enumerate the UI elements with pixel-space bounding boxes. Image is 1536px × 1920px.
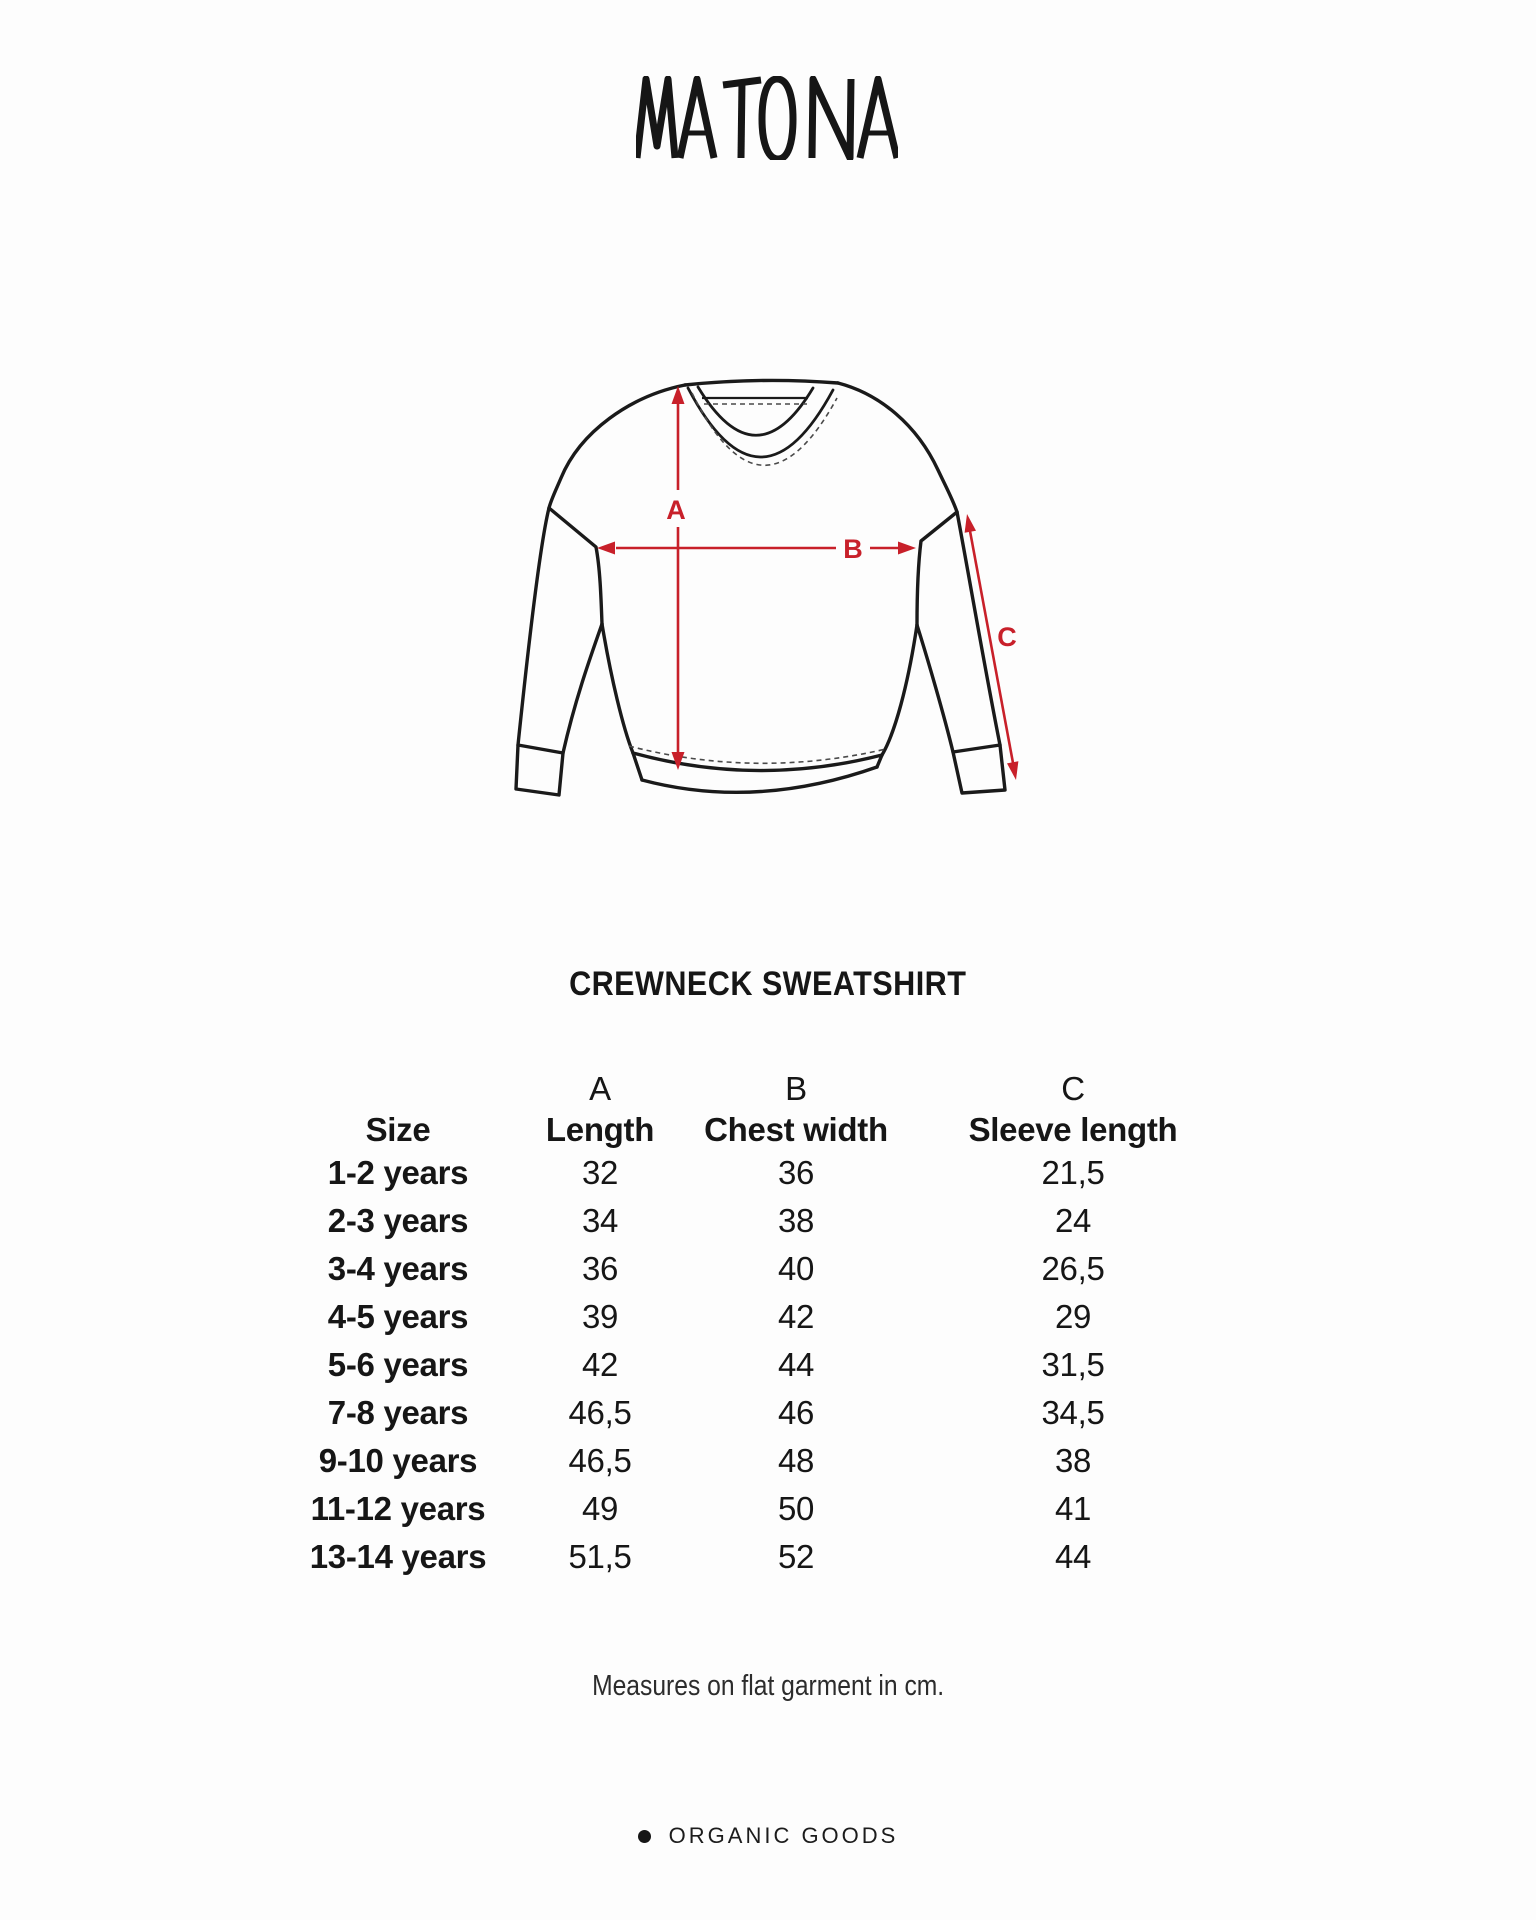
size-table-body bbox=[280, 1149, 1238, 1581]
length-value-cell: 46,5 bbox=[568, 1394, 632, 1431]
brand-logo-image bbox=[636, 76, 898, 160]
length-value-cell: 34 bbox=[581, 1202, 619, 1239]
measure-letter-b: B bbox=[785, 1070, 807, 1107]
sweatshirt-outline bbox=[516, 380, 1005, 795]
col-header-sleeve-length: Sleeve length bbox=[968, 1111, 1178, 1148]
size-label-cell: 5-6 years bbox=[327, 1346, 469, 1383]
size-table bbox=[280, 1067, 1238, 1581]
length-value-cell: 39 bbox=[581, 1298, 619, 1335]
logo-letter-a1 bbox=[680, 79, 714, 158]
chest-width-value-cell: 42 bbox=[777, 1298, 815, 1335]
table-row bbox=[280, 1533, 1238, 1581]
table-row bbox=[280, 1437, 1238, 1485]
arrow-label-c: C bbox=[997, 622, 1017, 652]
sleeve-length-value-cell: 34,5 bbox=[1041, 1394, 1105, 1431]
chest-width-value-cell: 46 bbox=[777, 1394, 815, 1431]
table-row bbox=[280, 1293, 1238, 1341]
measure-arrow-c bbox=[965, 514, 1019, 780]
footer-label: ORGANIC GOODS bbox=[668, 1823, 899, 1848]
measure-arrow-a bbox=[666, 386, 686, 770]
length-value-cell: 46,5 bbox=[568, 1442, 632, 1479]
size-label-cell: 9-10 years bbox=[318, 1442, 478, 1479]
col-header-length: Length bbox=[545, 1111, 655, 1148]
logo-letter-m bbox=[637, 79, 675, 158]
table-row bbox=[280, 1485, 1238, 1533]
col-header-chest-width: Chest width bbox=[704, 1111, 888, 1148]
brand-logo-text bbox=[0, 0, 1, 1]
size-label-cell: 13-14 years bbox=[309, 1538, 487, 1575]
chest-width-value-cell: 44 bbox=[777, 1346, 815, 1383]
size-label-cell: 3-4 years bbox=[327, 1250, 469, 1287]
sweatshirt-diagram bbox=[475, 360, 1095, 830]
length-value-cell: 32 bbox=[581, 1154, 619, 1191]
table-row bbox=[280, 1245, 1238, 1293]
sleeve-length-value-cell: 24 bbox=[1054, 1202, 1092, 1239]
length-value-cell: 49 bbox=[581, 1490, 619, 1527]
logo-letter-t bbox=[723, 80, 761, 158]
bullet-dot-icon bbox=[638, 1830, 651, 1843]
table-row bbox=[280, 1149, 1238, 1197]
sleeve-length-value-cell: 31,5 bbox=[1041, 1346, 1105, 1383]
collar-detail bbox=[688, 387, 833, 457]
measure-arrow-b bbox=[597, 534, 916, 564]
measure-letter-row bbox=[280, 1067, 1238, 1111]
table-row bbox=[280, 1341, 1238, 1389]
sleeve-length-value-cell: 44 bbox=[1054, 1538, 1092, 1575]
size-label-cell: 2-3 years bbox=[327, 1202, 469, 1239]
sleeve-length-value-cell: 26,5 bbox=[1041, 1250, 1105, 1287]
page-title: CREWNECK SWEATSHIRT bbox=[569, 965, 967, 1003]
measure-letter-a: A bbox=[589, 1070, 611, 1107]
length-value-cell: 51,5 bbox=[568, 1538, 632, 1575]
chest-width-value-cell: 52 bbox=[777, 1538, 815, 1575]
logo-letter-n bbox=[812, 79, 851, 158]
right-cuff bbox=[953, 745, 1005, 793]
col-header-size: Size bbox=[365, 1111, 431, 1148]
size-label-cell: 1-2 years bbox=[327, 1154, 469, 1191]
size-label-cell: 11-12 years bbox=[310, 1490, 486, 1527]
chest-width-value-cell: 40 bbox=[777, 1250, 815, 1287]
length-value-cell: 42 bbox=[581, 1346, 619, 1383]
sleeve-length-value-cell: 29 bbox=[1054, 1298, 1092, 1335]
stitch-lines bbox=[629, 393, 886, 763]
chest-width-value-cell: 38 bbox=[777, 1202, 815, 1239]
measure-letter-c: C bbox=[1061, 1070, 1085, 1107]
arrow-label-a: A bbox=[666, 495, 686, 525]
table-row bbox=[280, 1389, 1238, 1437]
chest-width-value-cell: 50 bbox=[777, 1490, 815, 1527]
logo-letter-a2 bbox=[860, 79, 897, 158]
column-header-row bbox=[280, 1111, 1238, 1149]
measurement-note: Measures on flat garment in cm. bbox=[591, 1670, 945, 1702]
chest-width-value-cell: 36 bbox=[777, 1154, 815, 1191]
sleeve-length-value-cell: 21,5 bbox=[1041, 1154, 1105, 1191]
left-cuff bbox=[516, 745, 563, 795]
sleeve-length-value-cell: 38 bbox=[1054, 1442, 1092, 1479]
logo-letter-o bbox=[762, 79, 793, 159]
size-label-cell: 7-8 years bbox=[327, 1394, 469, 1431]
table-row bbox=[280, 1197, 1238, 1245]
length-value-cell: 36 bbox=[581, 1250, 619, 1287]
arrow-label-b: B bbox=[843, 534, 863, 564]
size-label-cell: 4-5 years bbox=[327, 1298, 469, 1335]
footer bbox=[0, 1823, 1536, 1849]
chest-width-value-cell: 48 bbox=[777, 1442, 815, 1479]
sleeve-length-value-cell: 41 bbox=[1054, 1490, 1092, 1527]
